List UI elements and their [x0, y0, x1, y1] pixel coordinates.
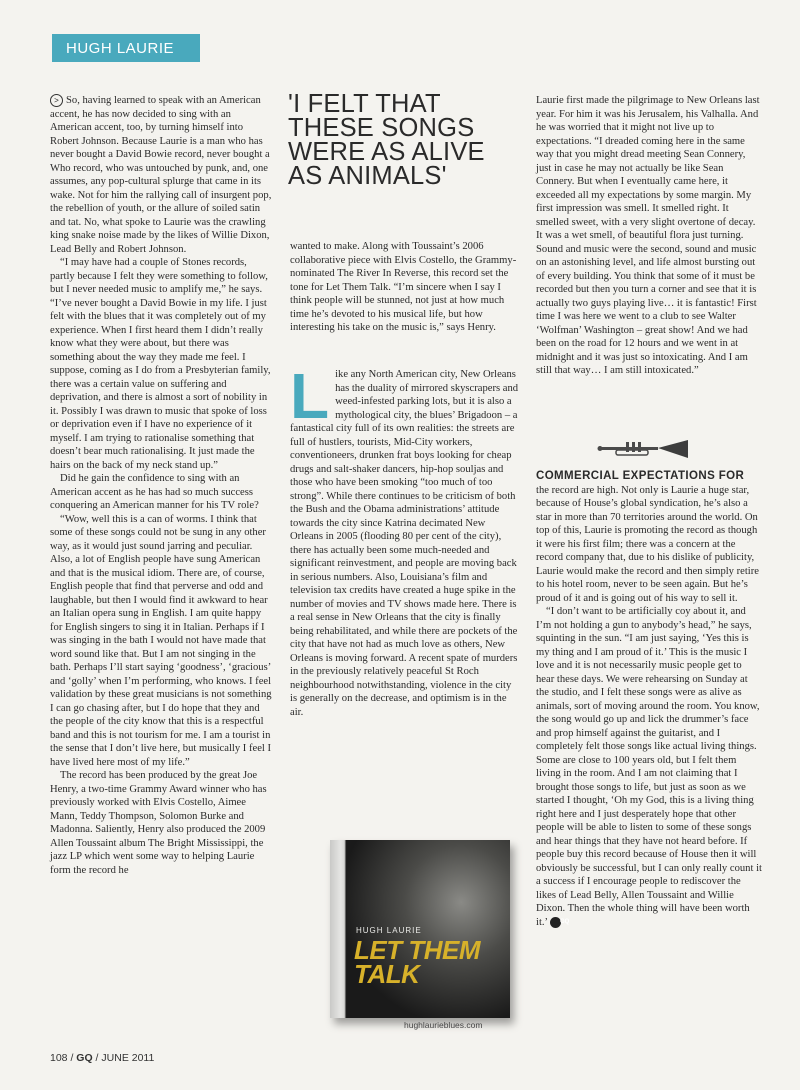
- paragraph: COMMERCIAL EXPECTATIONS FOR the record are high. Not only is Laurie a huge star, because of House’s global syndication, he’s also a star in more than 70 territories around the world. On top of this, Laurie is promoting the record as though it were his first film; there was a concern at the record company that, due to his dislike of publicity, Laurie would make the record and then simply retire to his hotel room, never to be seen again. But he’s proud of it and is going out of his way to sell it.: [536, 470, 759, 604]
- page-footer: 108 / GQ / JUNE 2011: [50, 1052, 155, 1064]
- continue-arrow-icon: >: [50, 94, 63, 107]
- paragraph: The record has been produced by the great Joe Henry, a two-time Grammy Award winner who has previously worked with Elvis Costello, Aimee Mann, Teddy Thompson, Solomon Burke and Madonna. Saliently, Henry also produced the 2009 Allen Toussaint album The Bright Mississippi, the jazz LP which went some way to helping Laurie form the record he: [50, 770, 267, 876]
- paragraph: “I may have had a couple of Stones records, partly because I felt they were something to follow, but I never needed music to amplify me,” he says. “I’ve never bought a David Bowie in my life. I just felt with the blues that it was completely out of my experience. When I first heard them I didn’t really know what they were about, but there was something about the way they made me feel. I suppose, coming as I do from a Presbyterian family, there was a certain value on suffering and deprivation, and there is almost a sort of nobility in it. Possibly I was drawn to music that spoke of loss or deprivation even if I have no experience of it myself. I am trying to rationalise something that doesn’t bear much rationalising. It just made the hairs on the back of my neck stand up.”: [50, 257, 271, 471]
- album-cover: [330, 840, 510, 1018]
- left-column: [50, 94, 272, 877]
- page-number: 108: [50, 1052, 68, 1064]
- section-tab: [52, 34, 200, 62]
- section-tab-label: HUGH LAURIE: [66, 39, 175, 57]
- pull-quote: 'I FELT THAT THESE SONGS WERE AS ALIVE AS ANIMALS': [288, 90, 485, 190]
- paragraph: wanted to make. Along with Toussaint’s 2006 collaborative piece with Elvis Costello, the Grammy-nominated The River In Reverse, this record set the tone for Let Them Talk. “I’m sincere when I say I think people will be stunned, not just at how much time he’s devoted to his musical life, but how interesting his take on the music is,” says Henry.: [290, 241, 517, 333]
- right-column-lower: [536, 470, 762, 929]
- album-caption: hughlaurieblues.com: [404, 1020, 483, 1030]
- paragraph: Like any North American city, New Orleans has the duality of mirrored skyscrapers and weed-infested parking lots, but it is also a mythological city, the blues’ Brigadoon – a fantastical city full of its own realities: the streets are full of hustlers, tourists, Mid-City workers, conventioneers, drunken frat boys looking for cheap drugs and salt-shaker dancers, hip-hop souljas and those who have been smoking “too much of too strong”. While there continues to be criticism of both the Bush and the Obama administrations’ attitude towards the city since Katrina decimated New Orleans in 2005 (flooding 80 per cent of the city), there has actually been some much-needed and significant reinvestment, and people are moving back in serious numbers. Also, Louisiana’s film and television tax credits have created a huge spike in the number of movies and TV shows made here. There is a real sense in New Orleans that the city is finally being rehabilitated, and while there are pockets of the city that have not had as much love as others, New Orleans is moving forward. A recent spate of murders in the previously relatively peaceful St Roch neighbourhood notwithstanding, violence in the city is generally on the decrease, and optimism is in the air.: [290, 360, 519, 718]
- paragraph: Laurie first made the pilgrimage to New Orleans last year. For him it was his Jerusalem, his Valhalla. And he was worried that it might not live up to expectations. “I dreaded coming here in the same way that you might dread meeting Sean Connery, just in case he may not actually be like Sean Connery. But when I eventually came here, it exceeded all my expectations by some margin. My first impression was smell. It smelled right. It smelled sweet, with a very slight overtone of decay. It was a wet smell, of beautiful flora just turning. Sound and music were the second, sound and music on an astonishing level, and life almost bursting out of every building. You think that some of it must be recorded but then you turn a corner and see that it is actually two guys playing live… it is fantastic! First time I was here we went to a club to see Walter ‘Wolfman’ Washington – great show! And we had been on the road for 12 hours and we went in at midnight and it was just so intoxicating. And I am still that way… I am still intoxicated.”: [536, 95, 760, 376]
- end-mark-icon: GQ: [550, 917, 561, 928]
- album-title: LET THEM TALK: [354, 935, 480, 989]
- paragraph: Did he gain the confidence to sing with an American accent as he has had so much success conquering an American manner for his TV role?: [50, 473, 259, 511]
- middle-column-upper: [290, 240, 520, 335]
- paragraph: “I don’t want to be artificially coy about it, and I’m not holding a gun to anybody’s head,” he says, squinting in the sun. “I am just saying, ‘Yes this is my thing and I am proud of it.’ This is the music I love and it is not necessarily music people get to hear these days. We were rehearsing on Sunday at the studio, and I felt these songs were as alive as animals, sort of moving around the room. You know, the song would go up and lick the drummer’s face and prop himself against the guitarist, and I completely felt those songs like actual living things. Some are close to 100 years old, but I felt them living in the room. And I am not claiming that I brought those songs to life, but just as soon as we started I thought, ‘Oh my God, this is a living thing right here and I just desperately hope that other people will be able to listen to some of these songs and hear things that they have not heard before. If people buy this record because of House then it will obviously be successful, but I can only really count it a success if I encourage people to rediscover the likes of Lead Belly, Allen Toussaint and Willie Dixon. Then the whole thing will have been worth it.’ GQ: [536, 606, 762, 928]
- issue-date: JUNE 2011: [101, 1052, 155, 1064]
- drop-cap: L: [290, 360, 330, 432]
- section-heading: COMMERCIAL EXPECTATIONS FOR: [536, 470, 745, 482]
- album-artist: HUGH LAURIE: [356, 926, 422, 935]
- middle-column-lower: [290, 360, 520, 719]
- magazine-name: GQ: [76, 1052, 93, 1064]
- trumpet-icon: [596, 438, 696, 460]
- paragraph: “Wow, well this is a can of worms. I think that some of these songs could not be sung in any other way, as it would just sound jarring and peculiar. Also, a lot of English people have sung American and that is the musical idiom. There are, of course, English people that find that perverse and odd and laughable, but then I would find it awkward to hear an Italian opera sung in English. I am quite happy for English singers to sing it in Italian. Perhaps if I was singing in the bath I would not have made that word sound like that. But I am not singing in the bath. Perhaps I’ll start saying ‘goodness’, ‘gracious’ and ‘golly’ when I’m performing, who knows. I feel validation by these great musicians is not something I can go chasing after, but I do hope that they and the people of the city know that this is a respectful band and this is not tourism for me. I am a tourist in the sense that I don’t live here, but musically I feel I have lived here most of my life.”: [50, 513, 272, 768]
- paragraph: > So, having learned to speak with an American accent, he has now decided to sing with an American accent, too, by turning himself into Robert Johnson. Because Laurie is a man who has never bought a David Bowie record, never bought a Who record, who was untouched by punk, and, one assumes, any pop-cultural splurge that came in its wake. Not for him the rallying call of insurgent pop, the rebellion of youth, or the allure of soiled satin and tat. No, what spoke to Laurie was the crawling king snake noise made by the likes of Willie Dixon, Lead Belly and Robert Johnson.: [50, 95, 272, 255]
- right-column-upper: [536, 94, 762, 378]
